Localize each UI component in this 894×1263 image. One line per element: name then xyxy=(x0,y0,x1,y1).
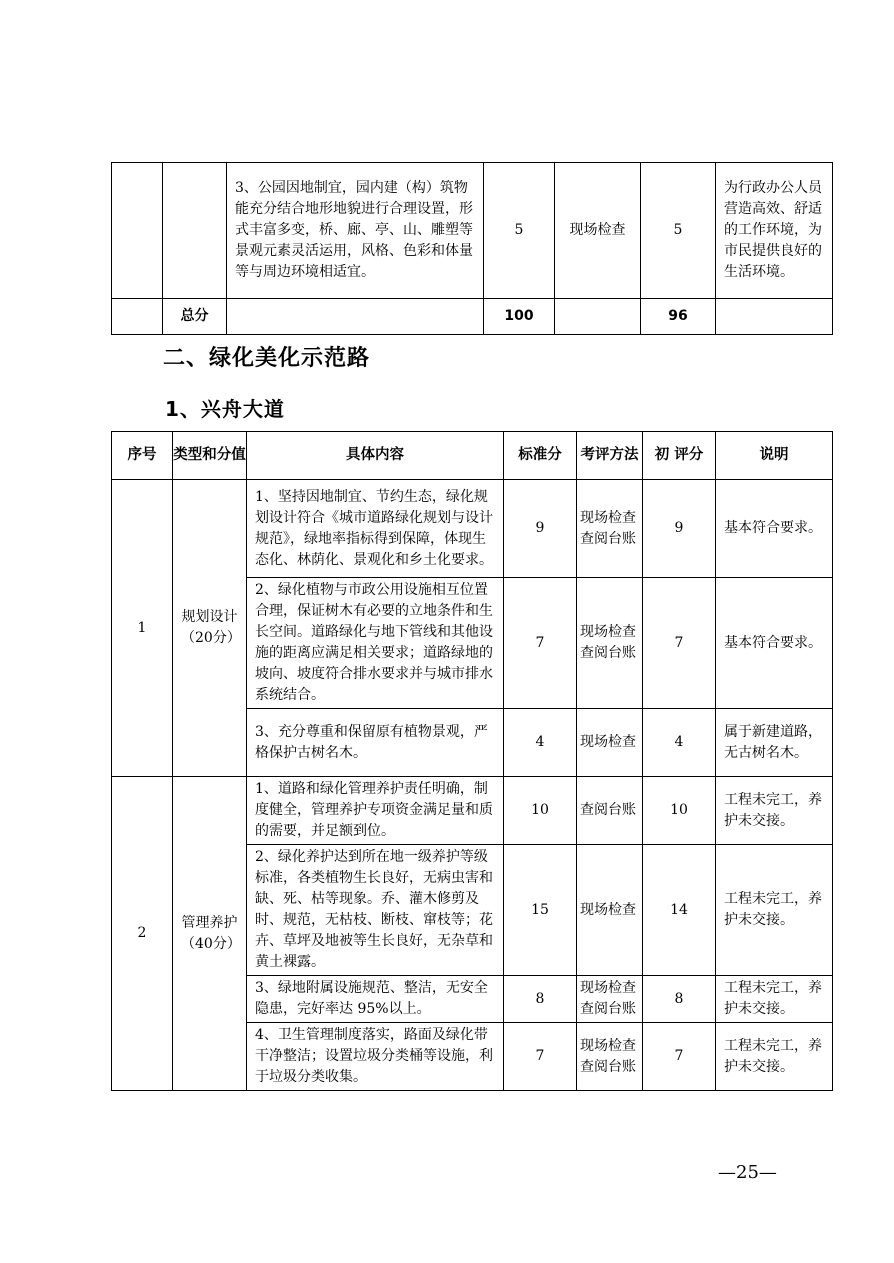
empty-cell xyxy=(112,163,163,299)
content-cell: 2、绿化养护达到所在地一级养护等级标准，各类植物生长良好，无病虫害和缺、死、枯等现象。乔、灌木修剪及时、规范，无枯枝、断枝、窜枝等；花卉、草坪及地被等生长良好，无杂草和黄土裸露。 xyxy=(247,845,504,976)
score-cell: 7 xyxy=(643,1023,716,1091)
content-cell: 1、坚持因地制宜、节约生态，绿化规划设计符合《城市道路绿化规划与设计规范》，绿地率指标得到保障，体现生态化、林荫化、景观化和乡土化要求。 xyxy=(247,480,504,578)
header-score: 初 评分 xyxy=(643,432,716,480)
header-no: 序号 xyxy=(112,432,173,480)
method-cell: 现场检查 xyxy=(577,709,643,777)
score-cell: 4 xyxy=(643,709,716,777)
method-cell: 现场检查查阅台账 xyxy=(577,976,643,1023)
empty-cell xyxy=(112,299,163,335)
method-cell: 查阅台账 xyxy=(577,777,643,845)
table-row xyxy=(112,163,833,299)
standard-score-cell: 10 xyxy=(504,777,577,845)
content-cell: 3、绿地附属设施规范、整洁，无安全隐患，完好率达 95%以上。 xyxy=(247,976,504,1023)
table-row xyxy=(112,480,833,578)
previous-score-table xyxy=(111,162,833,335)
total-standard: 100 xyxy=(484,299,555,335)
standard-score-cell: 15 xyxy=(504,845,577,976)
group-type: 管理养护（40分） xyxy=(173,777,247,1091)
note-cell: 属于新建道路，无古树名木。 xyxy=(716,709,833,777)
header-content: 具体内容 xyxy=(247,432,504,480)
empty-cell xyxy=(716,299,833,335)
method-cell: 现场检查查阅台账 xyxy=(577,1023,643,1091)
score-cell: 14 xyxy=(643,845,716,976)
sub-title: 1、兴舟大道 xyxy=(165,397,285,421)
header-standard: 标准分 xyxy=(504,432,577,480)
standard-score-cell: 4 xyxy=(504,709,577,777)
content-cell: 2、绿化植物与市政公用设施相互位置合理，保证树木有必要的立地条件和生长空间。道路绿化与地下管线和其他设施的距离应满足相关要求；道路绿地的坡向、坡度符合排水要求并与城市排水系统结合。 xyxy=(247,578,504,709)
header-method: 考评方法 xyxy=(577,432,643,480)
score-cell: 5 xyxy=(641,163,716,299)
score-cell: 10 xyxy=(643,777,716,845)
header-note: 说明 xyxy=(716,432,833,480)
method-cell: 现场检查查阅台账 xyxy=(577,578,643,709)
group-no: 1 xyxy=(112,480,173,777)
method-cell: 现场检查 xyxy=(555,163,641,299)
group-no: 2 xyxy=(112,777,173,1091)
content-cell: 3、公园因地制宜，园内建（构）筑物能充分结合地形地貌进行合理设置，形式丰富多变，桥、廊、亭、山、雕塑等景观元素灵活运用，风格、色彩和体量等与周边环境相适宜。 xyxy=(227,163,484,299)
total-label: 总分 xyxy=(163,299,227,335)
note-cell: 为行政办公人员营造高效、舒适的工作环境，为市民提供良好的生活环境。 xyxy=(716,163,833,299)
standard-score-cell: 7 xyxy=(504,578,577,709)
method-cell: 现场检查 xyxy=(577,845,643,976)
content-cell: 1、道路和绿化管理养护责任明确，制度健全，管理养护专项资金满足量和质的需要，并足额到位。 xyxy=(247,777,504,845)
total-row xyxy=(112,299,833,335)
note-cell: 基本符合要求。 xyxy=(716,480,833,578)
score-cell: 9 xyxy=(643,480,716,578)
score-cell: 8 xyxy=(643,976,716,1023)
header-row xyxy=(112,432,833,480)
note-cell: 工程未完工，养护未交接。 xyxy=(716,1023,833,1091)
standard-score-cell: 9 xyxy=(504,480,577,578)
note-cell: 工程未完工，养护未交接。 xyxy=(716,976,833,1023)
group-type: 规划设计（20分） xyxy=(173,480,247,777)
standard-score-cell: 5 xyxy=(484,163,555,299)
note-cell: 工程未完工，养护未交接。 xyxy=(716,845,833,976)
note-cell: 基本符合要求。 xyxy=(716,578,833,709)
header-type: 类型和分值 xyxy=(173,432,247,480)
empty-cell xyxy=(555,299,641,335)
empty-cell xyxy=(163,163,227,299)
note-cell: 工程未完工，养护未交接。 xyxy=(716,777,833,845)
section-title: 二、绿化美化示范路 xyxy=(163,346,371,371)
standard-score-cell: 8 xyxy=(504,976,577,1023)
page-number: —25— xyxy=(718,1162,777,1183)
scoring-table xyxy=(111,431,833,1091)
total-score: 96 xyxy=(641,299,716,335)
standard-score-cell: 7 xyxy=(504,1023,577,1091)
table-row xyxy=(112,777,833,845)
score-cell: 7 xyxy=(643,578,716,709)
content-cell: 4、卫生管理制度落实，路面及绿化带干净整洁；设置垃圾分类桶等设施，利于垃圾分类收集。 xyxy=(247,1023,504,1091)
empty-cell xyxy=(227,299,484,335)
content-cell: 3、充分尊重和保留原有植物景观，严格保护古树名木。 xyxy=(247,709,504,777)
method-cell: 现场检查查阅台账 xyxy=(577,480,643,578)
